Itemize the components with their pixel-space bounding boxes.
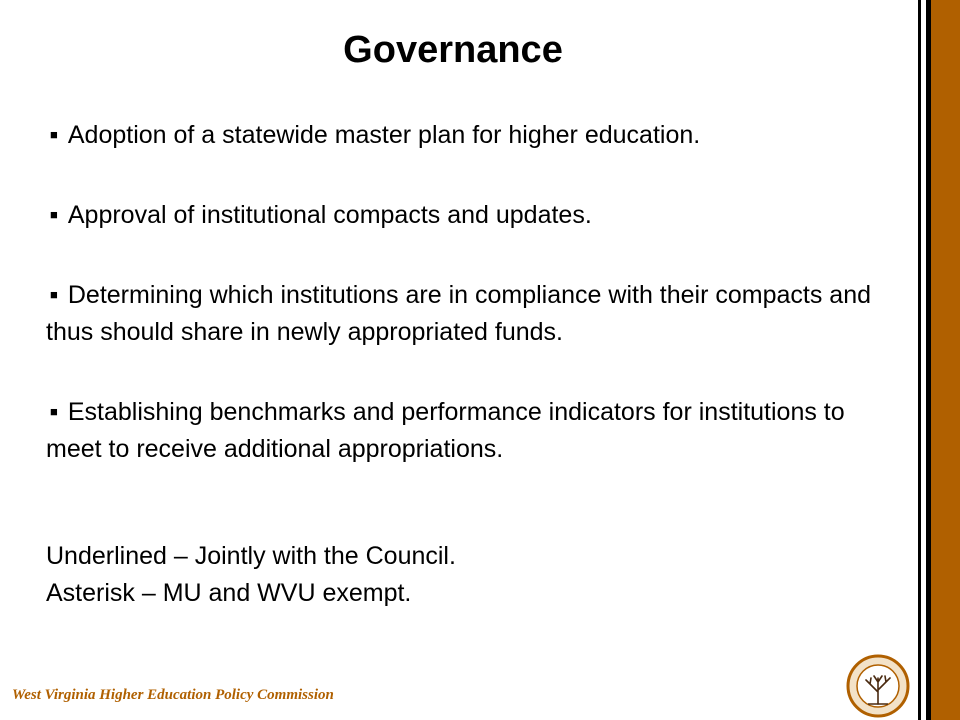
bullet-item bbox=[46, 276, 906, 351]
accent-rule-thin bbox=[918, 0, 921, 720]
bullet-text: Determining which institutions are in compliance with their compacts and thus should share in newly appropriated funds. bbox=[46, 281, 872, 346]
bullet-item bbox=[46, 393, 906, 468]
bullet-marker-icon: ■ bbox=[50, 404, 58, 419]
bullet-marker-icon: ■ bbox=[50, 127, 58, 142]
bullet-text: Establishing benchmarks and performance indicators for institutions to meet to receive additional appropriations. bbox=[46, 398, 845, 463]
bullet-item bbox=[46, 196, 906, 234]
note-underlined: Underlined – Jointly with the Council. bbox=[46, 542, 456, 570]
bullet-marker-icon: ■ bbox=[50, 287, 58, 302]
bullet-list bbox=[46, 116, 906, 510]
legend-notes bbox=[46, 538, 456, 612]
bullet-text: Approval of institutional compacts and updates. bbox=[67, 201, 592, 229]
bullet-marker-icon: ■ bbox=[50, 207, 58, 222]
bullet-text: Adoption of a statewide master plan for higher education. bbox=[67, 121, 701, 149]
bullet-item bbox=[46, 116, 906, 154]
note-asterisk: Asterisk – MU and WVU exempt. bbox=[46, 579, 412, 607]
slide-title: Governance bbox=[343, 29, 563, 71]
accent-sidebar-bar bbox=[931, 0, 960, 720]
wv-higher-education-seal-icon bbox=[846, 654, 910, 718]
footer-organization: West Virginia Higher Education Policy Commission bbox=[12, 687, 334, 703]
